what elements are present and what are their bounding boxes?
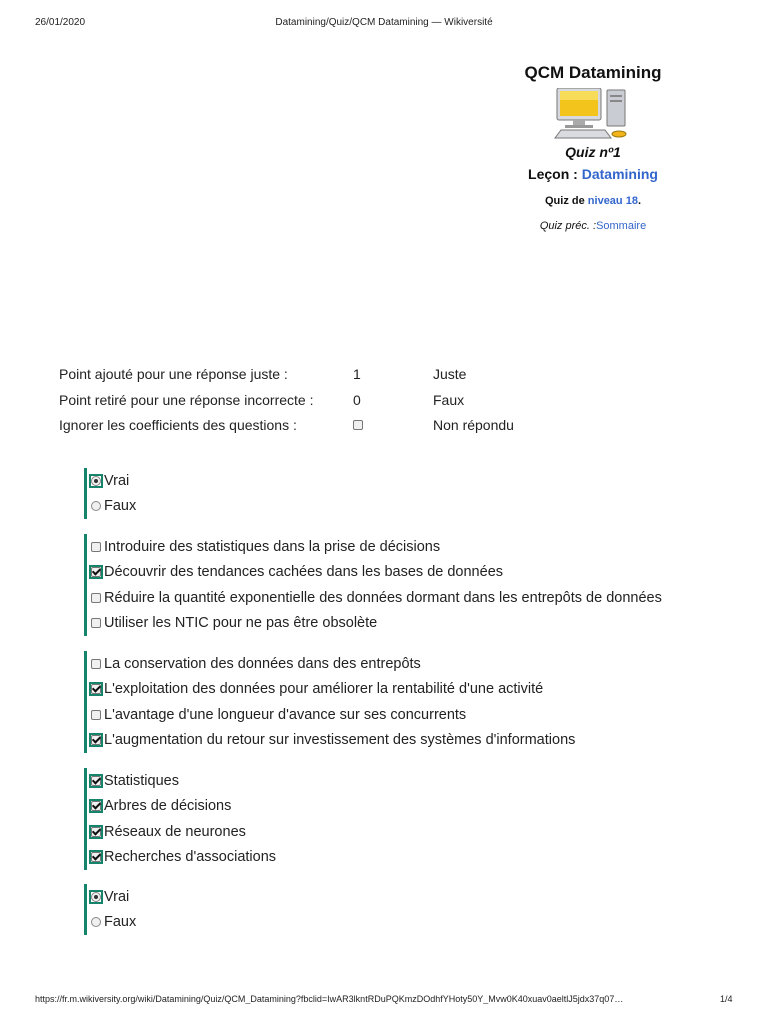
radio-button[interactable] — [91, 476, 101, 486]
checkbox-wrap — [89, 850, 103, 864]
checkbox-wrap — [89, 825, 103, 839]
checkbox-wrap — [89, 708, 103, 722]
answer-option — [87, 728, 575, 754]
answer-option — [87, 794, 276, 820]
quiz-number: Quiz nº1 — [565, 144, 621, 160]
legend-non-repondu: Non répondu — [433, 417, 514, 433]
scoring-row — [59, 366, 659, 392]
answer-text: Recherches d'associations — [104, 849, 277, 866]
answer-option — [87, 845, 276, 871]
print-page-number: 1/4 — [720, 994, 733, 1004]
scoring-label: Point ajouté pour une réponse juste : — [59, 366, 288, 382]
answer-option — [87, 819, 276, 845]
previous-quiz-label: Quiz préc. : — [539, 220, 597, 232]
scoring-row — [59, 417, 659, 443]
print-page-title: Datamining/Quiz/QCM Datamining — Wikiversité — [275, 17, 493, 28]
level-prefix: Quiz de — [545, 195, 585, 207]
answer-option — [87, 560, 662, 586]
computer-icon — [553, 88, 633, 140]
answer-text: L'augmentation du retour sur investissement des systèmes d'informations — [104, 732, 576, 749]
checkbox[interactable] — [91, 684, 101, 694]
answer-text: Réduire la quantité exponentielle des données dormant dans les entrepôts de données — [104, 589, 662, 606]
checkbox[interactable] — [91, 776, 101, 786]
answer-text: Vrai — [104, 888, 130, 905]
answer-option — [87, 468, 136, 494]
question-block — [84, 884, 136, 935]
checkbox-wrap — [89, 565, 103, 579]
radio-wrap — [89, 474, 103, 488]
ignore-coefficients-checkbox-wrap — [353, 417, 363, 433]
answer-text: Arbres de décisions — [104, 798, 232, 815]
radio-wrap — [89, 890, 103, 904]
radio-wrap — [89, 499, 103, 513]
checkbox[interactable] — [91, 735, 101, 745]
question-block — [84, 468, 136, 519]
checkbox-wrap — [89, 733, 103, 747]
checkbox[interactable] — [91, 659, 101, 669]
answer-option — [87, 702, 575, 728]
answer-option — [87, 651, 575, 677]
legend-juste: Juste — [433, 366, 467, 382]
answer-text: L'exploitation des données pour améliorer la rentabilité d'une activité — [104, 681, 544, 698]
answer-text: Découvrir des tendances cachées dans les bases de données — [104, 564, 504, 581]
answer-text: Utiliser les NTIC pour ne pas être obsolète — [104, 615, 378, 632]
radio-wrap — [89, 915, 103, 929]
scoring-value: 1 — [353, 366, 361, 382]
checkbox[interactable] — [91, 593, 101, 603]
checkbox[interactable] — [91, 710, 101, 720]
answer-option — [87, 910, 136, 936]
checkbox[interactable] — [91, 567, 101, 577]
scoring-table — [59, 366, 659, 443]
scoring-row — [59, 392, 659, 418]
scoring-value: 0 — [353, 391, 361, 408]
question-block — [84, 651, 575, 753]
answer-option — [87, 768, 276, 794]
answer-option — [87, 884, 136, 910]
checkbox-wrap — [89, 540, 103, 554]
answer-text: Vrai — [104, 472, 130, 489]
print-date: 26/01/2020 — [35, 17, 86, 28]
level-suffix: . — [637, 195, 641, 207]
scoring-label: Point retiré pour une réponse incorrecte : — [59, 391, 314, 408]
lesson-link[interactable]: Datamining — [581, 166, 658, 182]
previous-quiz-line — [493, 220, 693, 232]
previous-quiz-link[interactable]: Sommaire — [596, 220, 647, 232]
radio-button[interactable] — [91, 917, 101, 927]
checkbox-wrap — [89, 799, 103, 813]
answer-text: Réseaux de neurones — [104, 823, 246, 840]
checkbox-wrap — [89, 774, 103, 788]
question-block — [84, 768, 276, 870]
lesson-line — [493, 166, 693, 182]
answer-text: Introduire des statistiques dans la prise de décisions — [104, 538, 441, 555]
answer-option — [87, 494, 136, 520]
answer-text: Faux — [104, 914, 137, 931]
checkbox-wrap — [89, 682, 103, 696]
ignore-coefficients-checkbox[interactable] — [353, 420, 363, 430]
answer-text: Faux — [104, 498, 137, 515]
checkbox[interactable] — [91, 852, 101, 862]
checkbox-wrap — [89, 591, 103, 605]
answer-text: La conservation des données dans des entrepôts — [104, 655, 421, 672]
scoring-label: Ignorer les coefficients des questions : — [59, 417, 297, 433]
radio-button[interactable] — [91, 892, 101, 902]
checkbox-wrap — [89, 657, 103, 671]
checkbox[interactable] — [91, 801, 101, 811]
checkbox[interactable] — [91, 542, 101, 552]
checkbox[interactable] — [91, 827, 101, 837]
level-link[interactable]: niveau 18 — [587, 195, 638, 207]
question-block — [84, 534, 662, 636]
checkbox-wrap — [89, 616, 103, 630]
infobox-title: QCM Datamining — [524, 63, 662, 82]
answer-text: Statistiques — [104, 772, 179, 789]
answer-option — [87, 611, 662, 637]
radio-button[interactable] — [91, 501, 101, 511]
answer-text: L'avantage d'une longueur d'avance sur ses concurrents — [104, 706, 467, 723]
answer-option — [87, 534, 662, 560]
answer-option — [87, 677, 575, 703]
lesson-label: Leçon : — [528, 166, 578, 182]
legend-faux: Faux — [433, 391, 465, 408]
checkbox[interactable] — [91, 618, 101, 628]
level-line — [493, 195, 693, 207]
print-url: https://fr.m.wikiversity.org/wiki/Datamining/Quiz/QCM_Datamining?fbclid=IwAR3lkntRDuPQKmzDOdhfYHoty50Y_Mvw0K40xuav0aeltlJ5jdx37q07… — [35, 994, 624, 1004]
answer-option — [87, 585, 662, 611]
quiz-infobox — [493, 62, 693, 232]
